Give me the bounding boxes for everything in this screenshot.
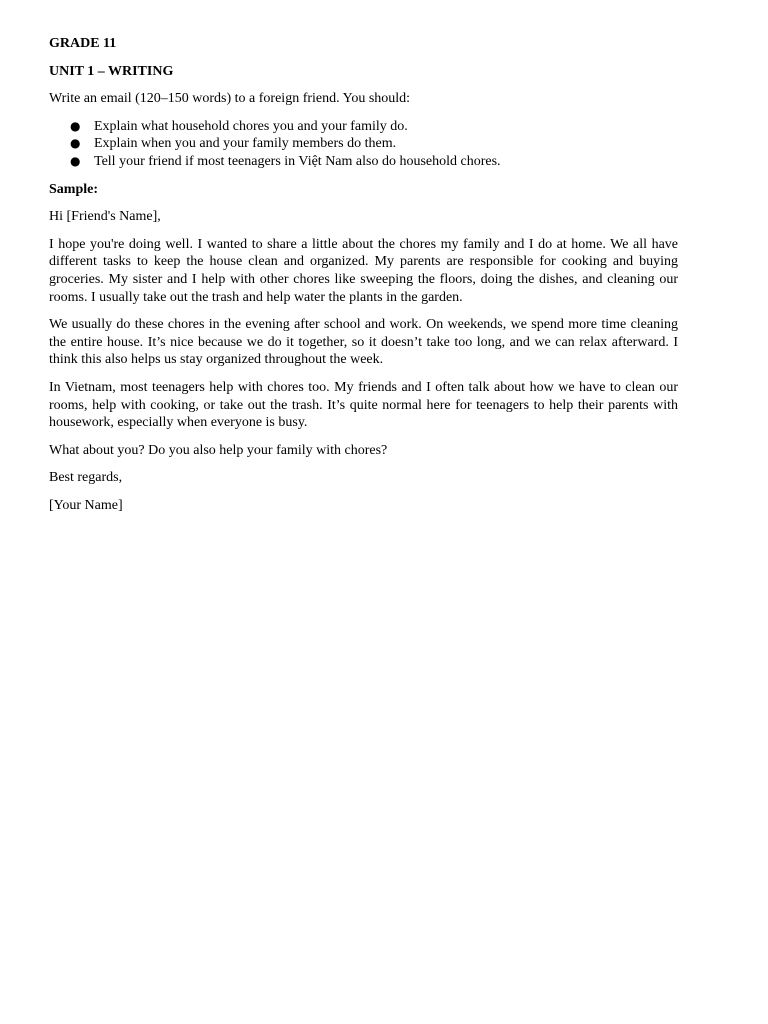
email-paragraph: I hope you're doing well. I wanted to share a little about the chores my family and I do at home. We all have different tasks to keep the house clean and organized. My parents are responsible for cooking and buying groceries. My sister and I help with other chores like sweeping the floors, doing the dishes, and cleaning our rooms. I usually take out the trash and help water the plants in the garden. (49, 236, 678, 305)
task-item-text: Explain when you and your family members do them. (94, 136, 397, 152)
email-paragraph: We usually do these chores in the evening after school and work. On weekends, we spend more time cleaning the entire house. It’s nice because we do it together, so it doesn’t take too long, and we can relax afterward. I think this also helps us stay organized throughout the week. (49, 317, 678, 368)
task-item-text: Explain what household chores you and your family do. (94, 118, 408, 134)
unit-heading: UNIT 1 – WRITING (49, 63, 174, 79)
task-item-text: Tell your friend if most teenagers in Việt Nam also do household chores. (94, 153, 501, 169)
bullet-icon: ● (70, 136, 81, 151)
email-question: What about you? Do you also help your family with chores? (49, 442, 388, 458)
bullet-icon: ● (70, 118, 81, 133)
bullet-icon: ● (70, 153, 81, 168)
email-closing: Best regards, (49, 470, 123, 486)
email-greeting: Hi [Friend's Name], (49, 209, 161, 225)
sample-label: Sample: (49, 181, 98, 197)
task-item (49, 118, 678, 136)
task-list (49, 118, 678, 171)
task-instruction: Write an email (120–150 words) to a foreign friend. You should: (49, 91, 411, 107)
task-item (49, 153, 678, 171)
email-paragraph: In Vietnam, most teenagers help with chores too. My friends and I often talk about how we have to clean our rooms, help with cooking, or take out the trash. It’s quite normal here for teenagers to help their parents with housework, especially when everyone is busy. (49, 379, 678, 431)
email-signature: [Your Name] (49, 497, 123, 513)
grade-heading: GRADE 11 (49, 36, 117, 51)
task-item (49, 135, 678, 153)
document-page (49, 35, 678, 524)
